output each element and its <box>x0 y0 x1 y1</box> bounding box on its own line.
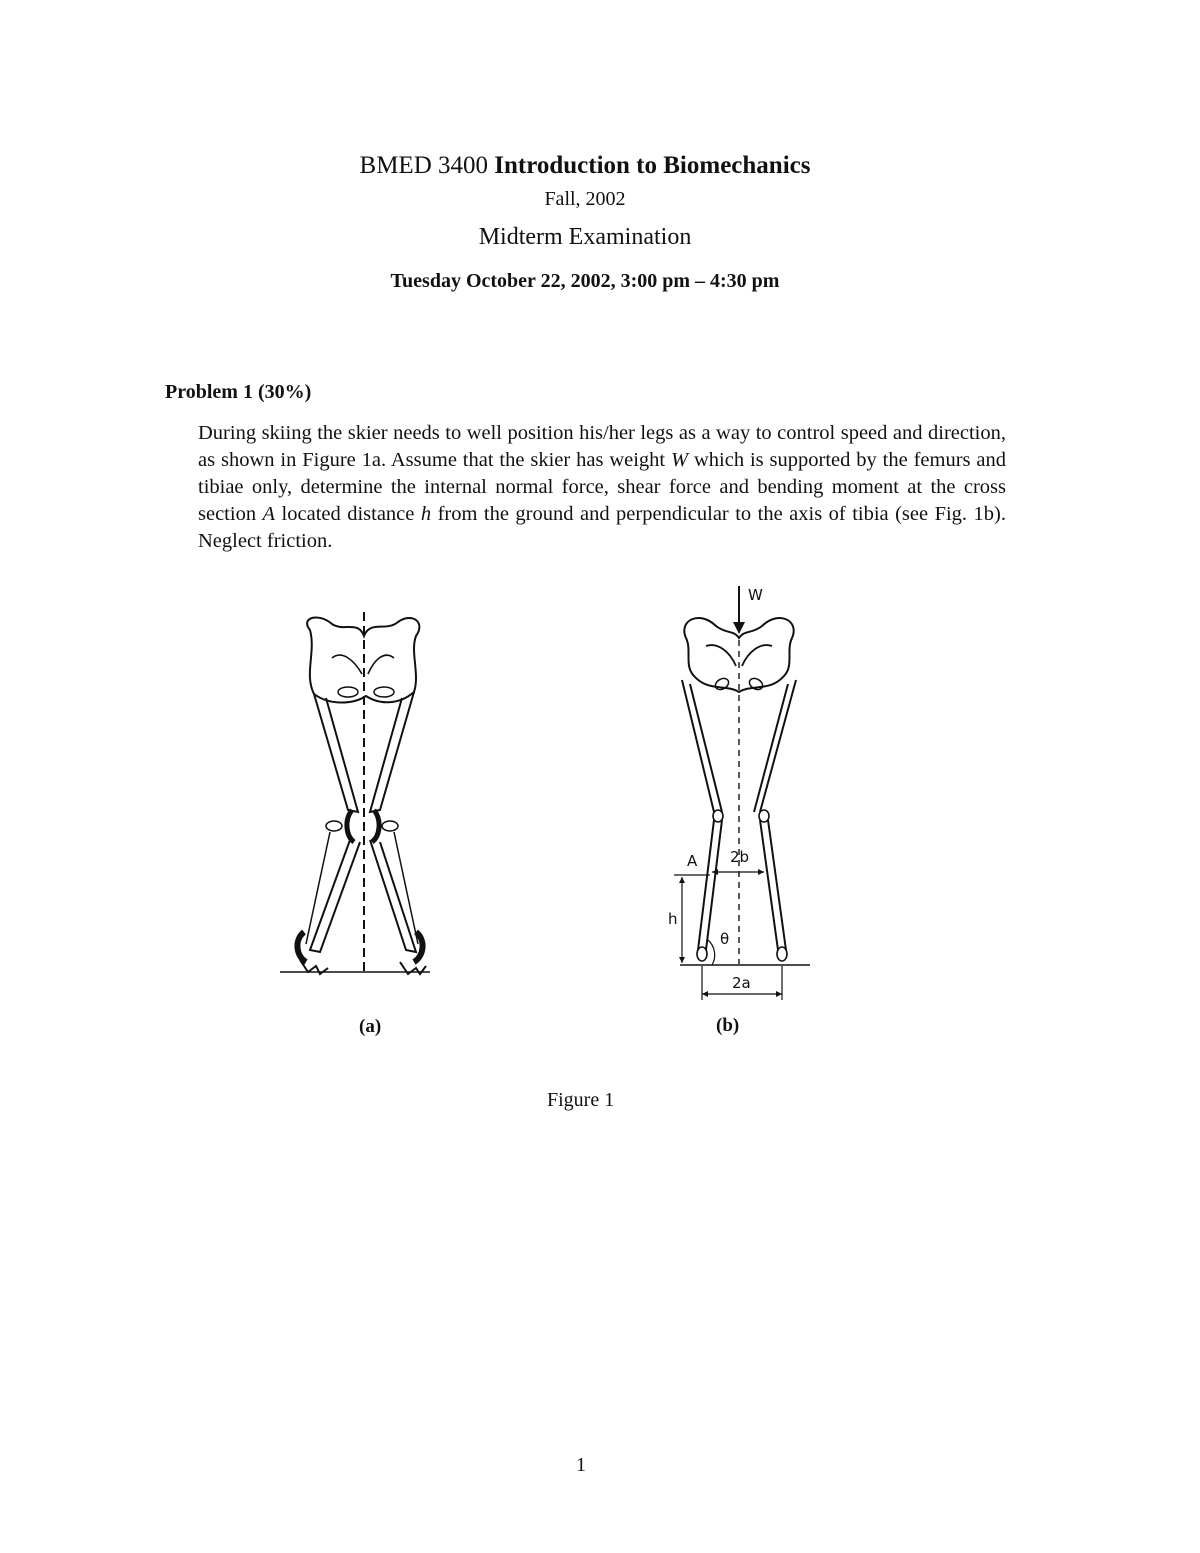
right-femur <box>754 680 796 812</box>
left-tibia <box>310 840 360 952</box>
height-symbol: h <box>420 503 432 525</box>
problem-heading: Problem 1 (30%) <box>165 381 312 403</box>
problem-text-part: During skiing the skier needs to well position his/her legs as a way to control speed and direction, as shown in Figure 1a. Assume that the skier has weight <box>198 422 1006 471</box>
skeleton-legs-illustration <box>270 600 450 990</box>
foot-gap-label: 2a <box>732 974 751 992</box>
figure-label: Figure 1 <box>547 1089 615 1111</box>
weight-label: W <box>748 586 763 604</box>
right-femur <box>370 692 414 812</box>
section-label: A <box>687 852 698 870</box>
left-tibia <box>698 820 722 950</box>
angle-label: θ <box>720 930 730 948</box>
knee-gap-label: 2b <box>730 848 750 866</box>
left-femur <box>682 680 722 812</box>
weight-symbol: W <box>671 449 689 471</box>
exam-datetime: Tuesday October 22, 2002, 3:00 pm – 4:30 pm <box>390 270 780 292</box>
problem-text-part: located distance <box>275 503 421 525</box>
course-title: Introduction to Biomechanics <box>494 152 811 179</box>
problem-text-part: which is supported by the femurs and tibiae only, determine the internal normal force, shear force and bending moment at the cross section <box>198 449 1006 525</box>
height-label: h <box>668 910 678 928</box>
caption-a: (a) <box>359 1016 382 1037</box>
problem-text-part: from the ground and perpendicular to the axis of tibia (see Fig. 1b). Neglect friction. <box>198 503 1006 552</box>
right-tibia <box>760 820 786 950</box>
course-title-line <box>0 152 1170 180</box>
course-code: BMED 3400 <box>359 152 488 179</box>
exam-title: Midterm Examination <box>478 224 692 250</box>
free-body-diagram <box>660 580 820 1005</box>
problem-statement <box>198 420 1006 555</box>
section-symbol: A <box>262 503 276 525</box>
left-femur <box>314 694 358 812</box>
page-number: 1 <box>576 1454 586 1476</box>
caption-b: (b) <box>716 1015 740 1036</box>
right-tibia <box>370 840 416 952</box>
semester: Fall, 2002 <box>544 188 626 210</box>
